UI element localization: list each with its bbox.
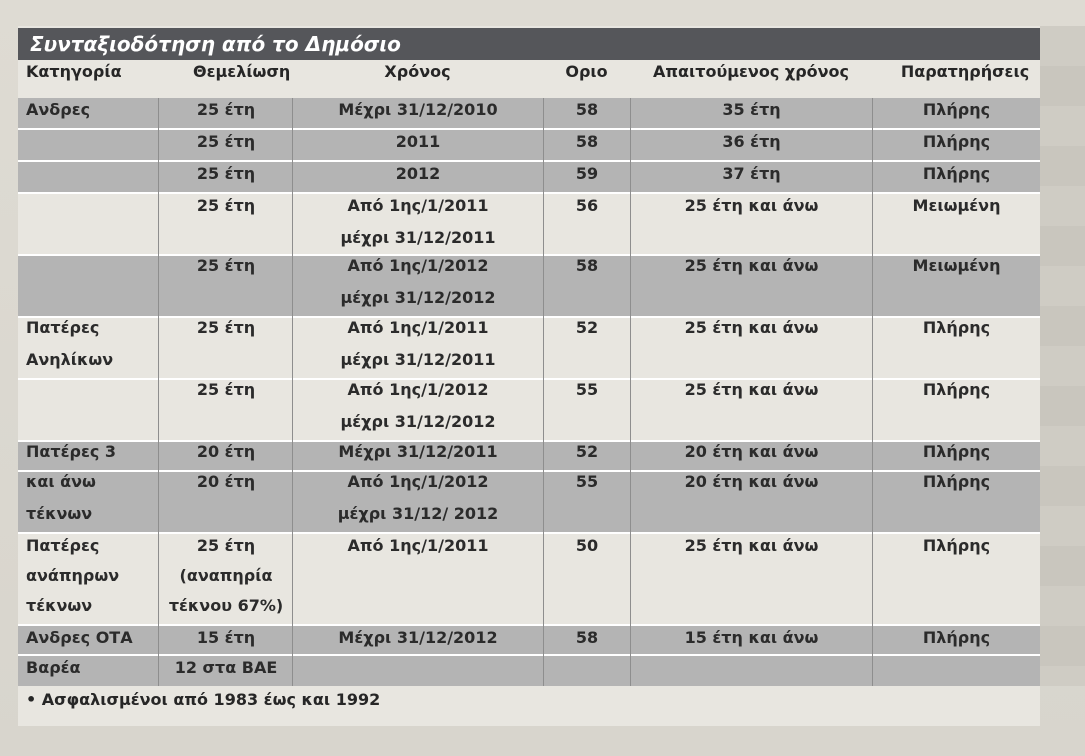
cell-required-time: 20 έτη και άνω — [684, 442, 819, 461]
cell-limit: 52 — [575, 442, 599, 461]
cell-remarks: Μειωμένη — [912, 256, 1001, 275]
cell-remarks: Μειωμένη — [912, 196, 1001, 215]
table-title: Συνταξιοδότηση από το Δημόσιο — [18, 28, 1040, 60]
cell-time: Από 1ης/1/2011 — [347, 318, 489, 337]
cell-limit: 55 — [575, 380, 599, 399]
cell-foundation: 20 έτη — [196, 442, 256, 461]
cell-limit: 58 — [575, 132, 599, 151]
cell-remarks: Πλήρης — [922, 380, 991, 399]
cell-limit: 50 — [575, 536, 599, 555]
cell-foundation: 25 έτη — [196, 196, 256, 215]
cell-required-time: 36 έτη — [722, 132, 781, 151]
cell-limit: 58 — [575, 100, 599, 119]
cell-foundation: 25 έτη — [196, 318, 256, 337]
cell-remarks: Πλήρης — [922, 164, 991, 183]
cell-remarks: Πλήρης — [922, 100, 991, 119]
cell-required-time: 25 έτη και άνω — [684, 256, 819, 275]
header-category: Κατηγορία — [26, 62, 122, 81]
header-time: Χρόνος — [384, 62, 451, 81]
cell-time: μέχρι 31/12/2011 — [340, 350, 496, 369]
cell-time: μέχρι 31/12/ 2012 — [337, 504, 499, 523]
cell-time: μέχρι 31/12/2012 — [340, 412, 496, 431]
cell-remarks: Πλήρης — [922, 472, 991, 491]
cell-required-time: 37 έτη — [722, 164, 781, 183]
cell-foundation: 12 στα ΒΑΕ — [174, 658, 278, 677]
cell-time: Από 1ης/1/2012 — [347, 472, 489, 491]
cell-foundation: 25 έτη — [196, 536, 256, 555]
cell-time: 2011 — [395, 132, 441, 151]
cell-required-time: 15 έτη και άνω — [684, 628, 819, 647]
cell-time: Μέχρι 31/12/2012 — [338, 628, 498, 647]
cell-foundation: 25 έτη — [196, 256, 256, 275]
cell-foundation: 20 έτη — [196, 472, 256, 491]
header-remarks: Παρατηρήσεις — [900, 62, 1030, 81]
cell-category: τέκνων — [26, 596, 93, 615]
cell-required-time: 25 έτη και άνω — [684, 536, 819, 555]
cell-required-time: 20 έτη και άνω — [684, 472, 819, 491]
header-required-time: Απαιτούμενος χρόνος — [652, 62, 850, 81]
cell-time: Από 1ης/1/2011 — [347, 196, 489, 215]
cell-foundation: 25 έτη — [196, 380, 256, 399]
cell-remarks: Πλήρης — [922, 318, 991, 337]
header-foundation: Θεμελίωση — [193, 62, 291, 81]
cell-category: Ανδρες — [26, 100, 91, 119]
cell-foundation: 25 έτη — [196, 132, 256, 151]
cell-category: Βαρέα — [26, 658, 81, 677]
cell-time: μέχρι 31/12/2011 — [340, 228, 496, 247]
cell-limit: 52 — [575, 318, 599, 337]
cell-time: 2012 — [395, 164, 441, 183]
cell-limit: 59 — [575, 164, 599, 183]
cell-category: Πατέρες — [26, 536, 100, 555]
cell-category: Ανηλίκων — [26, 350, 114, 369]
cell-category: και άνω — [26, 472, 96, 491]
footnote: • Ασφαλισμένοι από 1983 έως και 1992 — [26, 690, 381, 709]
cell-remarks: Πλήρης — [922, 628, 991, 647]
cell-category: Πατέρες 3 — [26, 442, 117, 461]
table-header — [18, 62, 1040, 98]
cell-foundation: 25 έτη — [196, 100, 256, 119]
cell-category: Πατέρες — [26, 318, 100, 337]
background-bleed — [1040, 26, 1085, 686]
cell-required-time: 25 έτη και άνω — [684, 196, 819, 215]
cell-category: Ανδρες ΟΤΑ — [26, 628, 133, 647]
cell-limit: 55 — [575, 472, 599, 491]
cell-required-time: 25 έτη και άνω — [684, 380, 819, 399]
header-limit: Οριο — [565, 62, 608, 81]
cell-foundation: (αναπηρία — [179, 566, 273, 585]
cell-limit: 56 — [575, 196, 599, 215]
cell-time: Μέχρι 31/12/2010 — [338, 100, 498, 119]
cell-remarks: Πλήρης — [922, 536, 991, 555]
column-divider — [158, 62, 159, 686]
cell-remarks: Πλήρης — [922, 442, 991, 461]
cell-remarks: Πλήρης — [922, 132, 991, 151]
cell-time: Από 1ης/1/2011 — [347, 536, 489, 555]
cell-foundation: τέκνου 67%) — [168, 596, 284, 615]
cell-limit: 58 — [575, 256, 599, 275]
cell-category: τέκνων — [26, 504, 93, 523]
cell-time: Από 1ης/1/2012 — [347, 380, 489, 399]
cell-limit: 58 — [575, 628, 599, 647]
cell-time: Μέχρι 31/12/2011 — [338, 442, 498, 461]
cell-time: μέχρι 31/12/2012 — [340, 288, 496, 307]
cell-foundation: 15 έτη — [196, 628, 256, 647]
cell-foundation: 25 έτη — [196, 164, 256, 183]
cell-time: Από 1ης/1/2012 — [347, 256, 489, 275]
cell-required-time: 35 έτη — [722, 100, 781, 119]
cell-required-time: 25 έτη και άνω — [684, 318, 819, 337]
cell-category: ανάπηρων — [26, 566, 120, 585]
